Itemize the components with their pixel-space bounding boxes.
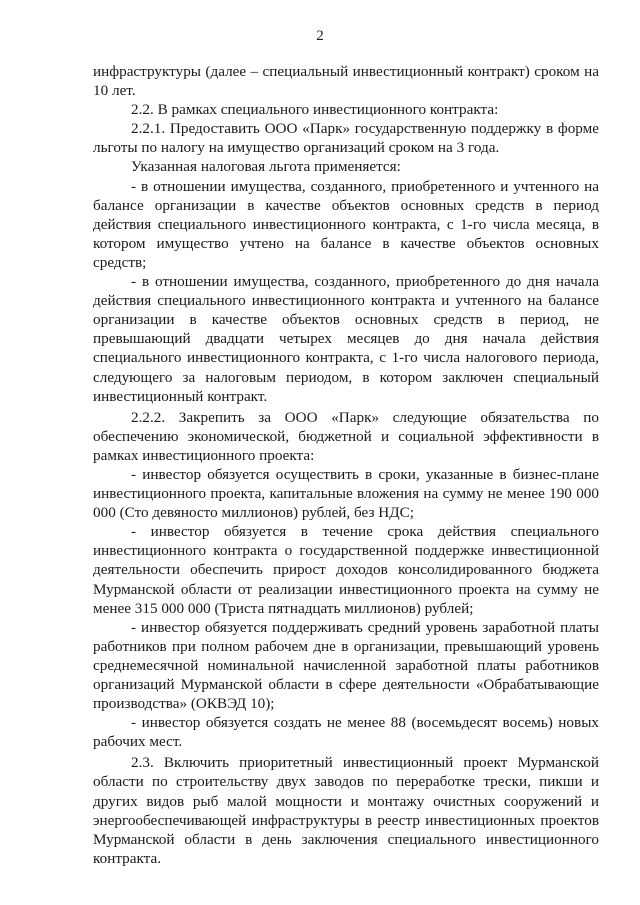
paragraph-intro-continuation: инфраструктуры (далее – специальный инвестиционный контракт) сроком на 10 лет. — [93, 63, 599, 100]
list-item-obligation-capital: - инвестор обязуется осуществить в сроки, указанные в бизнес-плане инвестиционного проекта, капитальные вложения на сумму не менее 190 000 000 (Сто девяносто миллионов) рублей, без НДС; — [93, 465, 599, 522]
list-item-tax-benefit-2: - в отношении имущества, созданного, приобретенного до дня начала действия специального инвестиционного контракта и учтенного на балансе организации в качестве объектов основных средств в период, не превышающий двадцати четырех месяцев до дня начала действия специального инвестиционного контракта, с 1-го числа налогового периода, следующего за налоговым периодом, в котором заключен специальный инвестиционный контракт. — [93, 273, 599, 405]
list-item-obligation-jobs: - инвестор обязуется создать не менее 88 (восемьдесят восемь) новых рабочих мест. — [93, 714, 599, 751]
list-item-obligation-salary: - инвестор обязуется поддерживать средний уровень заработной платы работников при полном рабочем дне в организации, превышающий уровень среднемесячной номинальной начисленной заработной платы работников организаций Мурманской области в сфере деятельности «Обрабатывающие производства» (ОКВЭД 10); — [93, 618, 599, 713]
document-body — [93, 62, 599, 868]
paragraph-2-2: 2.2. В рамках специального инвестиционного контракта: — [131, 101, 499, 119]
paragraph-2-2-1: 2.2.1. Предоставить ООО «Парк» государственную поддержку в форме льготы по налогу на имущество организаций сроком на 3 года. — [93, 120, 599, 157]
paragraph-2-2-2: 2.2.2. Закрепить за ООО «Парк» следующие обязательства по обеспечению экономической, бюджетной и социальной эффективности в рамках инвестиционного проекта: — [93, 408, 599, 464]
list-item-tax-benefit-1: - в отношении имущества, созданного, приобретенного и учтенного на балансе организации в качестве объектов основных средств в период действия специального инвестиционного контракта, с 1-го числа месяца, в котором имущество учтено на балансе в качестве объектов основных средств; — [93, 177, 599, 271]
page-number: 2 — [316, 28, 324, 44]
list-item-obligation-budget: - инвестор обязуется в течение срока действия специального инвестиционного контракта о государственной поддержке инвестиционной деятельности обеспечить прирост доходов консолидированного бюджета Мурманской области от реализации инвестиционного проекта на сумму не менее 315 000 000 (Триста пятнадцать миллионов) рублей; — [93, 523, 599, 617]
paragraph-tax-benefit-applies: Указанная налоговая льгота применяется: — [131, 158, 401, 176]
paragraph-2-3: 2.3. Включить приоритетный инвестиционный проект Мурманской области по строительству двух заводов по переработке трески, пикши и других видов рыб малой мощности и монтажу очистных сооружений и энергообеспечивающей инфраструктуры в реестр инвестиционных проектов Мурманской области в день заключения специального инвестиционного контракта. — [93, 754, 599, 867]
